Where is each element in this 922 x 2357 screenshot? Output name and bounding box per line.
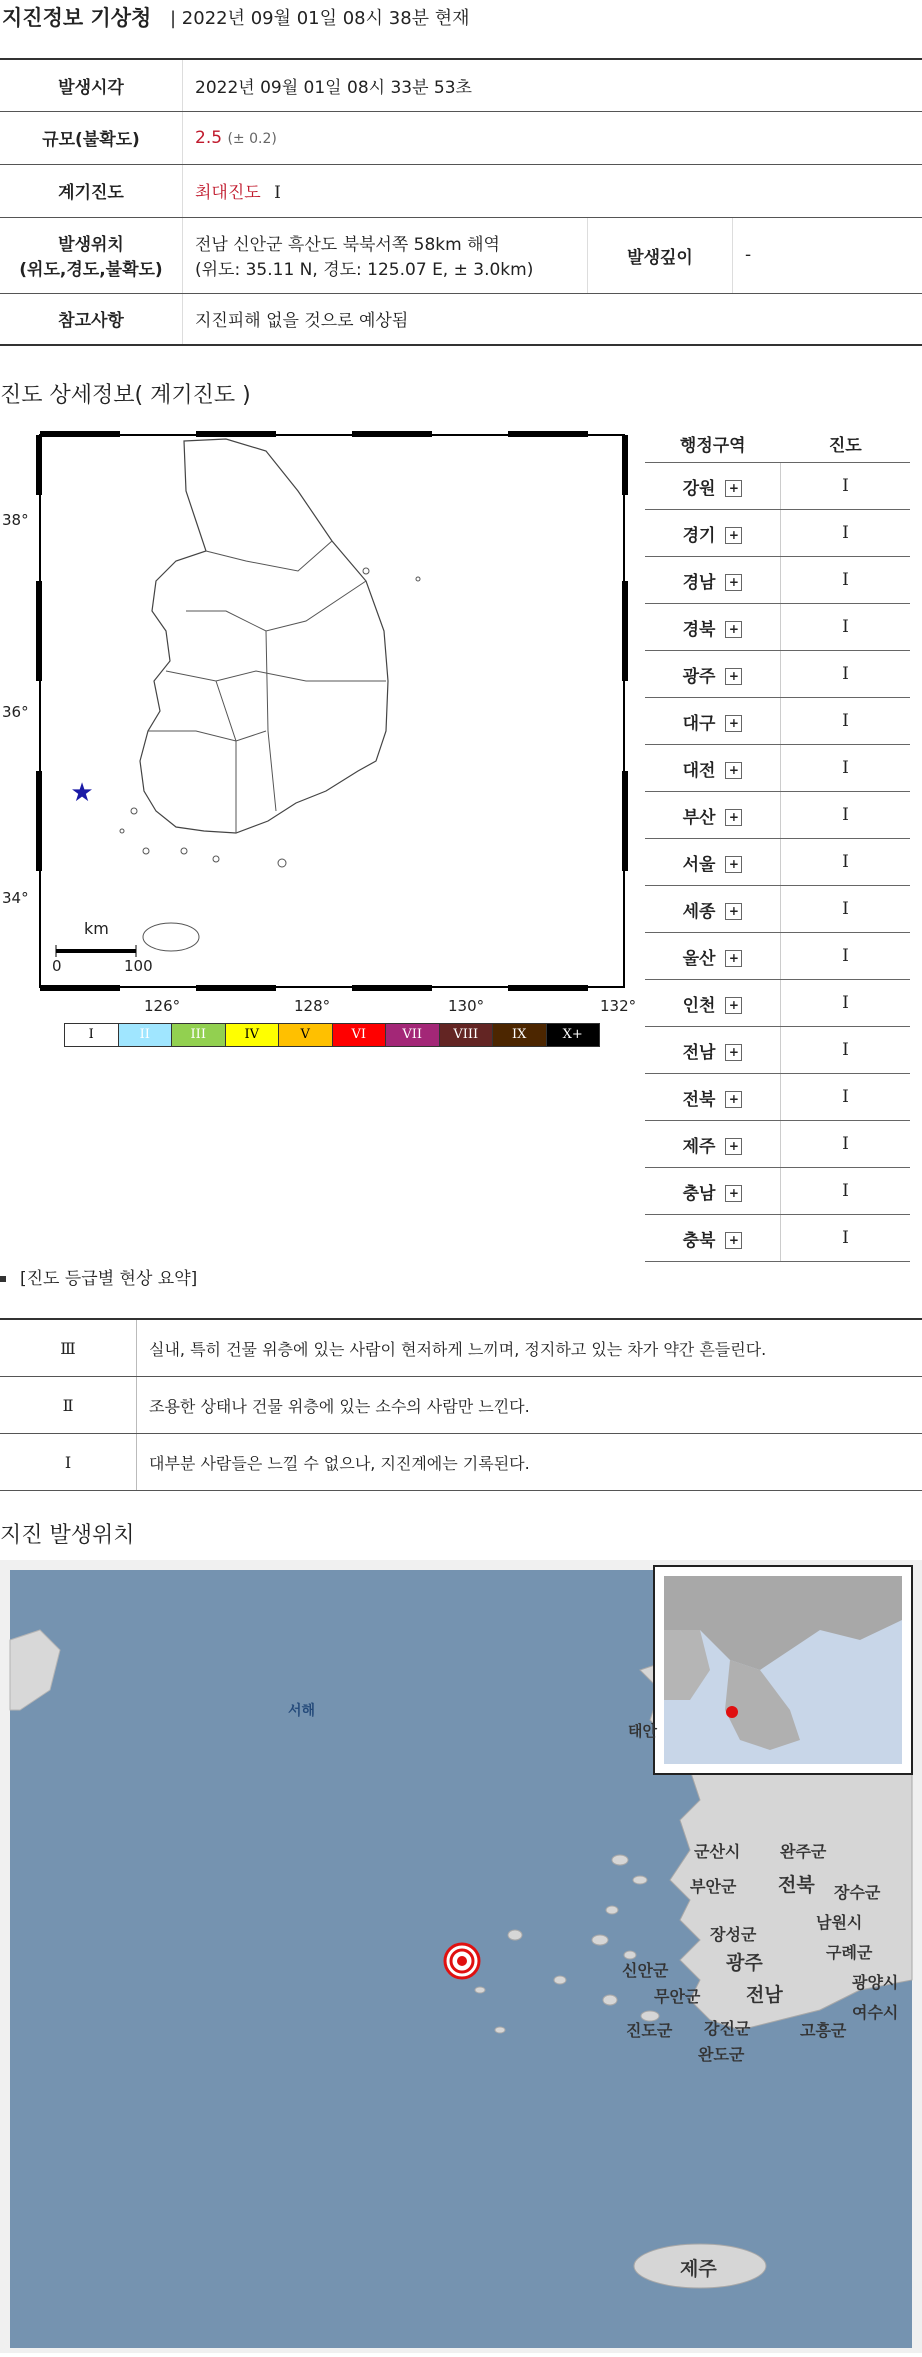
region-name: 전남 xyxy=(683,1043,716,1063)
depth-label: 발생깊이 xyxy=(588,217,733,293)
epicenter-star-icon: ★ xyxy=(70,778,93,808)
region-row xyxy=(645,792,910,839)
summary-level: Ⅰ xyxy=(0,1434,137,1491)
legend-item: II xyxy=(119,1024,173,1046)
label-wanju: 완주군 xyxy=(780,1839,826,1862)
region-intensity: I xyxy=(781,1121,911,1168)
label-changseong: 장성군 xyxy=(710,1922,756,1945)
label-goheung: 고흥군 xyxy=(800,2018,846,2041)
expand-plus-icon[interactable]: + xyxy=(725,1044,742,1061)
summary-row xyxy=(0,1319,922,1377)
region-intensity: I xyxy=(781,980,911,1027)
lat-label-38: 38° xyxy=(2,511,29,529)
region-row xyxy=(645,463,910,510)
label-jeonbuk: 전북 xyxy=(778,1870,815,1897)
expand-plus-icon[interactable]: + xyxy=(725,621,742,638)
page-subtitle: | 2022년 09월 01일 08시 38분 현재 xyxy=(170,4,470,30)
time-label: 발생시각 xyxy=(0,59,183,111)
summary-title xyxy=(0,1264,197,1289)
label-muan: 무안군 xyxy=(654,1984,700,2007)
region-name: 대구 xyxy=(683,714,716,734)
expand-plus-icon[interactable]: + xyxy=(725,1091,742,1108)
region-intensity: I xyxy=(781,792,911,839)
region-intensity: I xyxy=(781,463,911,510)
lon-label-128: 128° xyxy=(294,997,330,1015)
expand-plus-icon[interactable]: + xyxy=(725,903,742,920)
legend-item: VII xyxy=(386,1024,440,1046)
time-value: 2022년 09월 01일 08시 33분 53초 xyxy=(183,59,922,111)
region-intensity: I xyxy=(781,745,911,792)
region-row xyxy=(645,745,910,792)
region-name: 충남 xyxy=(683,1184,716,1204)
region-intensity: I xyxy=(781,933,911,980)
expand-plus-icon[interactable]: + xyxy=(725,574,742,591)
col-intensity-header: 진도 xyxy=(781,424,911,463)
detail-section-title: 진도 상세정보( 계기진도 ) xyxy=(0,378,251,409)
region-name: 인천 xyxy=(683,996,716,1016)
region-name: 울산 xyxy=(683,949,716,969)
intensity-legend xyxy=(64,1023,600,1047)
label-sea: 서해 xyxy=(288,1700,315,1720)
label-jeonnam: 전남 xyxy=(746,1980,783,2007)
expand-plus-icon[interactable]: + xyxy=(725,1138,742,1155)
legend-item: IX xyxy=(493,1024,547,1046)
region-cell xyxy=(645,745,781,792)
note-value: 지진피해 없을 것으로 예상됨 xyxy=(183,293,922,345)
legend-item: X+ xyxy=(547,1024,600,1046)
expand-plus-icon[interactable]: + xyxy=(725,715,742,732)
region-intensity: I xyxy=(781,839,911,886)
summary-text: 실내, 특히 건물 위층에 있는 사람이 현저하게 느끼며, 정지하고 있는 차가 약간 흔들린다. xyxy=(137,1319,922,1377)
legend-item: I xyxy=(65,1024,119,1046)
location-value-line2: (위도: 35.11 N, 경도: 125.07 E, ± 3.0km) xyxy=(195,255,575,280)
region-row xyxy=(645,698,910,745)
region-intensity-table xyxy=(645,424,910,1262)
max-intensity-label: 최대진도 xyxy=(195,183,261,203)
region-row xyxy=(645,1168,910,1215)
region-cell xyxy=(645,1074,781,1121)
lat-label-36: 36° xyxy=(2,703,29,721)
legend-item: VI xyxy=(333,1024,387,1046)
lat-label-34: 34° xyxy=(2,889,29,907)
region-cell xyxy=(645,463,781,510)
summary-row xyxy=(0,1377,922,1434)
region-intensity: I xyxy=(781,510,911,557)
summary-row xyxy=(0,1434,922,1491)
expand-plus-icon[interactable]: + xyxy=(725,950,742,967)
region-row xyxy=(645,1027,910,1074)
label-taean: 태안 xyxy=(628,1720,657,1741)
magnitude-label: 규모(불확도) xyxy=(0,111,183,164)
label-jangsu: 장수군 xyxy=(834,1880,880,1903)
region-cell xyxy=(645,1121,781,1168)
earthquake-info-table xyxy=(0,58,922,346)
region-row xyxy=(645,604,910,651)
region-row xyxy=(645,1121,910,1168)
region-intensity: I xyxy=(781,557,911,604)
scale-unit: km xyxy=(84,919,109,938)
label-yeosu: 여수시 xyxy=(852,2000,898,2023)
region-row xyxy=(645,557,910,604)
expand-plus-icon[interactable]: + xyxy=(725,997,742,1014)
region-cell xyxy=(645,510,781,557)
region-cell xyxy=(645,980,781,1027)
region-cell xyxy=(645,557,781,604)
expand-plus-icon[interactable]: + xyxy=(725,480,742,497)
col-region-header: 행정구역 xyxy=(645,424,781,463)
magnitude-value: 2.5 xyxy=(195,128,222,148)
label-buan: 부안군 xyxy=(690,1874,736,1897)
region-row xyxy=(645,1215,910,1262)
legend-item: III xyxy=(172,1024,226,1046)
scale-start: 0 xyxy=(52,957,62,975)
expand-plus-icon[interactable]: + xyxy=(725,1232,742,1249)
label-gurye: 구례군 xyxy=(826,1940,872,1963)
location-label-line1: 발생위치 xyxy=(12,230,170,255)
note-label: 참고사항 xyxy=(0,293,183,345)
summary-level: Ⅲ xyxy=(0,1319,137,1377)
region-intensity: I xyxy=(781,698,911,745)
location-value-line1: 전남 신안군 흑산도 북북서쪽 58km 해역 xyxy=(195,230,575,255)
summary-text: 대부분 사람들은 느낄 수 없으나, 지진계에는 기록된다. xyxy=(137,1434,922,1491)
expand-plus-icon[interactable]: + xyxy=(725,668,742,685)
region-row xyxy=(645,933,910,980)
region-cell xyxy=(645,651,781,698)
label-gangjin: 강진군 xyxy=(704,2016,750,2039)
expand-plus-icon[interactable]: + xyxy=(725,809,742,826)
region-row xyxy=(645,839,910,886)
region-name: 서울 xyxy=(683,855,716,875)
region-name: 광주 xyxy=(683,667,716,687)
epicenter-location-map xyxy=(0,1560,922,2353)
location-label xyxy=(0,217,183,293)
scale-end: 100 xyxy=(124,957,153,975)
region-name: 부산 xyxy=(683,808,716,828)
label-namwon: 남원시 xyxy=(816,1910,862,1933)
expand-plus-icon[interactable]: + xyxy=(725,1185,742,1202)
region-cell xyxy=(645,1168,781,1215)
region-name: 전북 xyxy=(683,1090,716,1110)
magnitude-uncertainty: (± 0.2) xyxy=(227,131,276,147)
summary-level: Ⅱ xyxy=(0,1377,137,1434)
lon-label-130: 130° xyxy=(448,997,484,1015)
region-intensity: I xyxy=(781,1215,911,1262)
max-intensity-level: I xyxy=(274,183,281,203)
label-wando: 완도군 xyxy=(698,2042,744,2065)
legend-item: IV xyxy=(226,1024,280,1046)
label-sinan: 신안군 xyxy=(622,1958,668,1981)
region-intensity: I xyxy=(781,651,911,698)
region-row xyxy=(645,886,910,933)
region-cell xyxy=(645,933,781,980)
region-intensity: I xyxy=(781,886,911,933)
region-cell xyxy=(645,1215,781,1262)
region-intensity: I xyxy=(781,1074,911,1121)
label-gwangju: 광주 xyxy=(726,1948,763,1975)
label-gunsan: 군산시 xyxy=(694,1839,740,1862)
label-jeju: 제주 xyxy=(680,2254,717,2281)
region-intensity: I xyxy=(781,604,911,651)
region-intensity: I xyxy=(781,1027,911,1074)
location-section-title: 지진 발생위치 xyxy=(0,1518,135,1549)
region-row xyxy=(645,510,910,557)
region-name: 세종 xyxy=(683,902,716,922)
summary-title-text: [진도 등급별 현상 요약] xyxy=(20,1269,197,1289)
region-name: 경기 xyxy=(683,526,716,546)
location-map-svg xyxy=(0,1560,922,2353)
expand-plus-icon[interactable]: + xyxy=(725,856,742,873)
region-cell xyxy=(645,1027,781,1074)
region-name: 충북 xyxy=(683,1231,716,1251)
region-cell xyxy=(645,604,781,651)
location-label-line2: (위도,경도,불확도) xyxy=(12,255,170,280)
page-header xyxy=(0,0,922,30)
legend-item: VIII xyxy=(440,1024,494,1046)
region-row xyxy=(645,651,910,698)
depth-value: - xyxy=(733,217,922,293)
page-title: 지진정보 기상청 xyxy=(2,2,151,32)
region-name: 제주 xyxy=(683,1137,716,1157)
inset-map xyxy=(654,1566,912,1774)
region-row xyxy=(645,980,910,1027)
label-jindo: 진도군 xyxy=(626,2018,672,2041)
region-name: 경북 xyxy=(683,620,716,640)
region-cell xyxy=(645,698,781,745)
inset-epicenter-marker xyxy=(726,1706,738,1718)
region-cell xyxy=(645,839,781,886)
intensity-label: 계기진도 xyxy=(0,164,183,217)
expand-plus-icon[interactable]: + xyxy=(725,527,742,544)
region-intensity: I xyxy=(781,1168,911,1215)
summary-text: 조용한 상태나 건물 위층에 있는 소수의 사람만 느낀다. xyxy=(137,1377,922,1434)
region-name: 대전 xyxy=(683,761,716,781)
intensity-map xyxy=(36,431,628,991)
legend-item: V xyxy=(279,1024,333,1046)
region-cell xyxy=(645,792,781,839)
lon-label-126: 126° xyxy=(144,997,180,1015)
expand-plus-icon[interactable]: + xyxy=(725,762,742,779)
epicenter-marker-icon xyxy=(445,1944,479,1978)
region-cell xyxy=(645,886,781,933)
region-name: 경남 xyxy=(683,573,716,593)
intensity-map-svg xyxy=(36,431,628,991)
lon-label-132: 132° xyxy=(600,997,636,1015)
bullet-icon xyxy=(0,1276,6,1282)
region-row xyxy=(645,1074,910,1121)
label-gwangyang: 광양시 xyxy=(852,1970,898,1993)
region-name: 강원 xyxy=(683,479,716,499)
summary-table xyxy=(0,1318,922,1491)
